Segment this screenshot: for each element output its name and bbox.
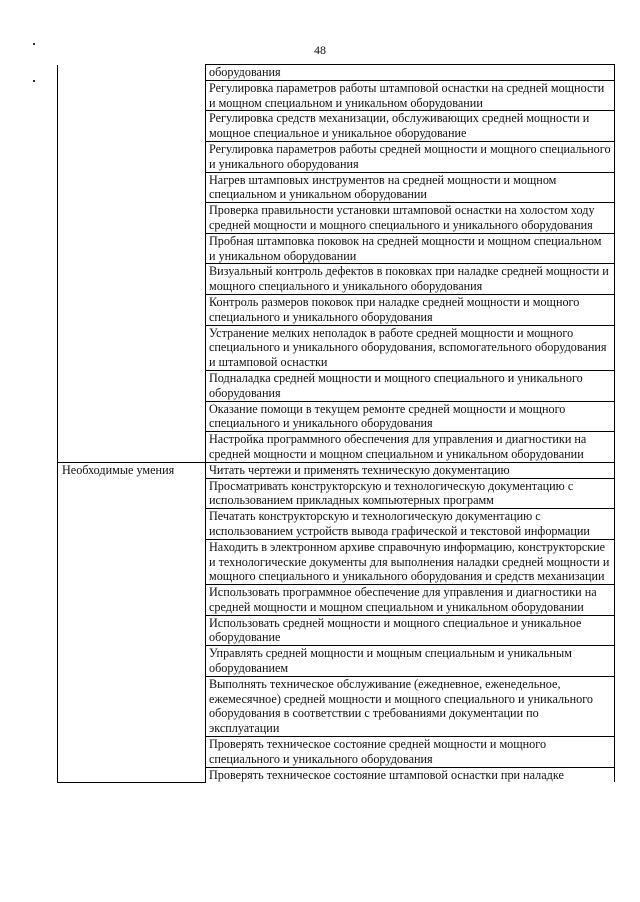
table-cell-item: Печатать конструкторскую и технологическую документацию с использованием устройств вывода графической и текстовой информации bbox=[206, 509, 615, 540]
table-cell-item: Регулировка параметров работы штамповой оснастки на средней мощности и мощном специальном и уникальном оборудовании bbox=[206, 80, 615, 111]
table-cell-item: Устранение мелких неполадок в работе средней мощности и мощного специального и уникального оборудования, вспомогательного оборудования и штамповой оснастки bbox=[206, 325, 615, 370]
table-cell-item: оборудования bbox=[206, 65, 615, 81]
table-cell-item: Настройка программного обеспечения для управления и диагностики на средней мощности и мощном специальном и уникальном оборудовании bbox=[206, 432, 615, 463]
table-cell-item: Пробная штамповка поковок на средней мощности и мощном специальном и уникальном оборудовании bbox=[206, 233, 615, 264]
requirements-table bbox=[57, 64, 615, 783]
table-cell-item: Проверка правильности установки штамповой оснастки на холостом ходу средней мощности и мощного специального и уникального оборудования bbox=[206, 203, 615, 234]
table-cell-item: Просматривать конструкторскую и технологическую документацию с использованием прикладных компьютерных программ bbox=[206, 478, 615, 509]
table-cell-item: Проверять техническое состояние штамповой оснастки при наладке bbox=[206, 767, 615, 782]
table-cell-item: Использовать программное обеспечение для управления и диагностики на средней мощности и мощном специальном и уникальном оборудовании bbox=[206, 585, 615, 616]
table-cell-item: Проверять техническое состояние средней мощности и мощного специального и уникального оборудования bbox=[206, 737, 615, 768]
table-cell-item: Контроль размеров поковок при наладке средней мощности и мощного специального и уникального оборудования bbox=[206, 294, 615, 325]
page-number: 48 bbox=[314, 43, 326, 57]
table-row bbox=[58, 462, 615, 478]
table-cell-item: Регулировка параметров работы средней мощности и мощного специального и уникального оборудования bbox=[206, 141, 615, 172]
table-cell-item: Выполнять техническое обслуживание (ежедневное, еженедельное, ежемесячное) средней мощности и мощного специального и уникального оборудования в соответствии с требованиями документации по эксплуатации bbox=[206, 676, 615, 736]
section-label-continued bbox=[58, 65, 206, 463]
table-cell-item: Оказание помощи в текущем ремонте средней мощности и мощного специального и уникального оборудования bbox=[206, 401, 615, 432]
table-cell-item: Нагрев штамповых инструментов на средней мощности и мощном специальном и уникальном оборудовании bbox=[206, 172, 615, 203]
table-cell-item: Визуальный контроль дефектов в поковках при наладке средней мощности и мощного специального и уникального оборудования bbox=[206, 264, 615, 295]
table-cell-item: Использовать средней мощности и мощного специальное и уникальное оборудование bbox=[206, 615, 615, 646]
table-cell-item: Управлять средней мощности и мощным специальным и уникальным оборудованием bbox=[206, 646, 615, 677]
table-cell-item: Читать чертежи и применять техническую документацию bbox=[206, 462, 615, 478]
table-row bbox=[58, 65, 615, 81]
table-cell-item: Регулировка средств механизации, обслуживающих средней мощности и мощное специальное и уникальное оборудование bbox=[206, 111, 615, 142]
scan-mark bbox=[33, 80, 35, 82]
section-label: Необходимые умения bbox=[58, 462, 206, 782]
table-cell-item: Находить в электронном архиве справочную информацию, конструкторские и технологические документы для выполнения наладки средней мощности и мощного специального и уникального оборудования и средств механизации bbox=[206, 539, 615, 584]
scan-mark bbox=[33, 43, 35, 45]
table-cell-item: Подналадка средней мощности и мощного специального и уникального оборудования bbox=[206, 370, 615, 401]
requirements-table-body bbox=[58, 65, 615, 783]
